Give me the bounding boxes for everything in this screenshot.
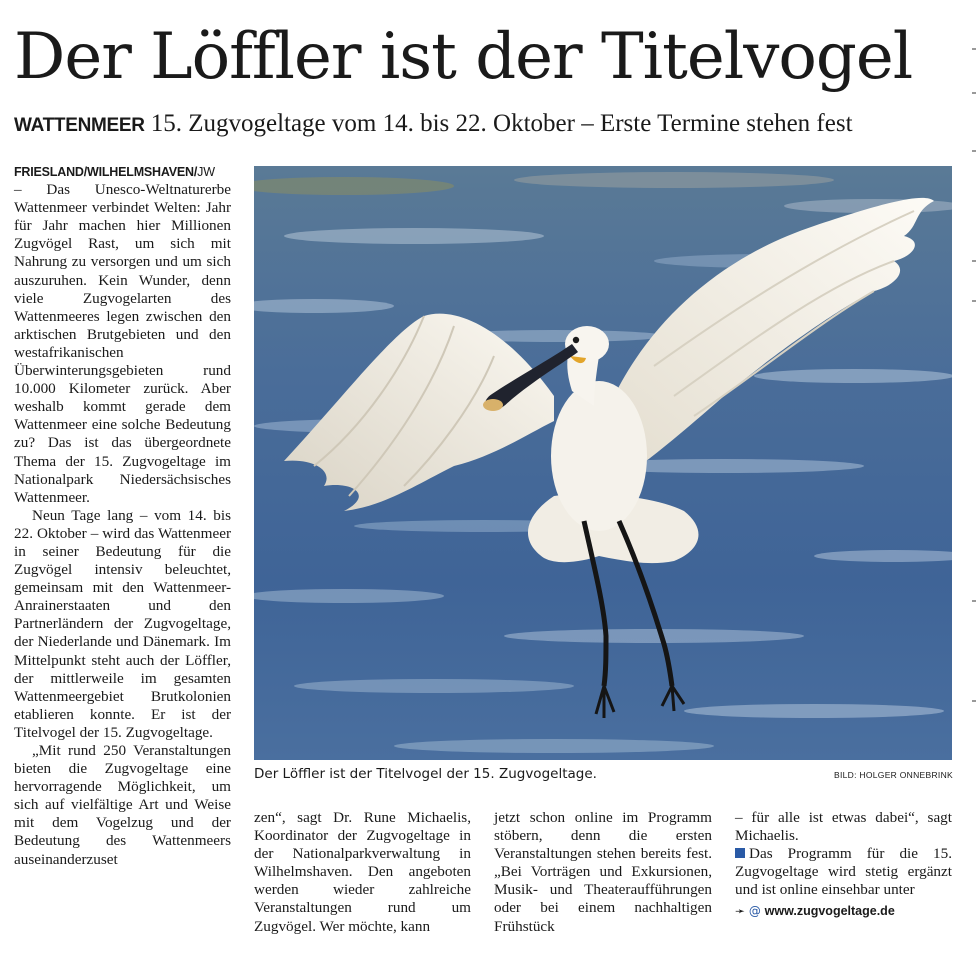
paragraph-col3: jetzt schon online im Programm stöbern, denn die ersten Veranstaltungen stehen bereits fest. „Bei Vorträgen und Exkursionen, Musik- und Theateraufführungen oder bei einem nachhaltigen Frühstück: [494, 809, 712, 935]
dateline-author: JW: [197, 165, 215, 179]
paragraph-col4-1: – für alle ist etwas dabei“, sagt Michaelis.: [735, 809, 952, 845]
paragraph-1: [14, 163, 231, 507]
spoonbill-photo: [254, 166, 952, 760]
page-edge: [972, 0, 977, 960]
web-link[interactable]: www.zugvogeltage.de: [764, 904, 895, 919]
photo-credit: BILD: HOLGER ONNEBRINK: [833, 770, 953, 780]
paragraph-3: „Mit rund 250 Veranstaltungen bieten die Zugvogeltage eine hervorragende Möglichkeit, um sich auf vielfältige Art und Weise mit dem Vogelzug und der Bedeutung des Wattenmeers auseinanderzuset: [14, 742, 231, 868]
paragraph-1-text: – Das Unesco-Weltnaturerbe Wattenmeer verbindet Welten: Jahr für Jahr machen hier Millionen Zugvögel Rast, um sich mit Nahrung zu versorgen und um sich auszuruhen. Kein Wunder, denn viele Zugvogelarten des Wattenmeeres legen zwischen den arktischen Brutgebieten und den westafrikanischen Überwinterungsgebieten rund 10.000 Kilometer zurück. Aber weshalb kommt gerade dem Wattenmeer eine solche Bedeutung zu? Das ist das übergeordnete Thema der 15. Zugvogeltage im Nationalpark Niedersächsisches Wattenmeer.: [14, 181, 231, 506]
kicker: WATTENMEER: [14, 115, 145, 136]
at-icon: @: [748, 904, 761, 919]
paragraph-col2: zen“, sagt Dr. Rune Michaelis, Koordinator der Zugvogeltage in der Nationalparkverwaltung in Wilhelmshaven. Den angeboten werden wieder zahlreiche Veranstaltungen rund um Zugvögel. Wer möchte, kann: [254, 809, 471, 935]
paragraph-2: Neun Tage lang – vom 14. bis 22. Oktober – wird das Wattenmeer in seiner Bedeutung für die Zugvögel intensiv beleuchtet, gemeinsam mit den Wattenmeer-Anrainerstaaten und den Partnerländern der Zugvogeltage, der Niederlande und Dänemark. Im Mittelpunkt steht auch der Löffler, der mittlerweile im gesamten Wattenmeergebiet Brutkolonien etablieren konnte. Er ist der Titelvogel der 15. Zugvogeltage.: [14, 506, 231, 741]
info-bullet-icon: [735, 848, 745, 858]
photo-caption: Der Löffler ist der Titelvogel der 15. Zugvogeltage.: [254, 766, 597, 782]
article-column-4: [735, 809, 952, 921]
spoonbill-illustration: [254, 166, 952, 760]
web-link-line: [735, 902, 952, 920]
headline: Der Löffler ist der Titelvogel: [14, 20, 913, 94]
info-text: Das Programm für die 15. Zugvogeltage wird stetig ergänzt und ist online einsehbar unter: [735, 845, 952, 899]
article-column-1: [14, 163, 231, 869]
arrow-icon: ➛: [735, 904, 746, 919]
paragraph-col4-2: [735, 845, 952, 899]
dateline: FRIESLAND/WILHELMSHAVEN/JW: [14, 165, 215, 179]
subhead-text: 15. Zugvogeltage vom 14. bis 22. Oktober – Erste Termine stehen fest: [150, 110, 853, 137]
subheadline: [14, 108, 954, 142]
article-column-2: [254, 809, 471, 936]
article-column-3: [494, 809, 712, 936]
